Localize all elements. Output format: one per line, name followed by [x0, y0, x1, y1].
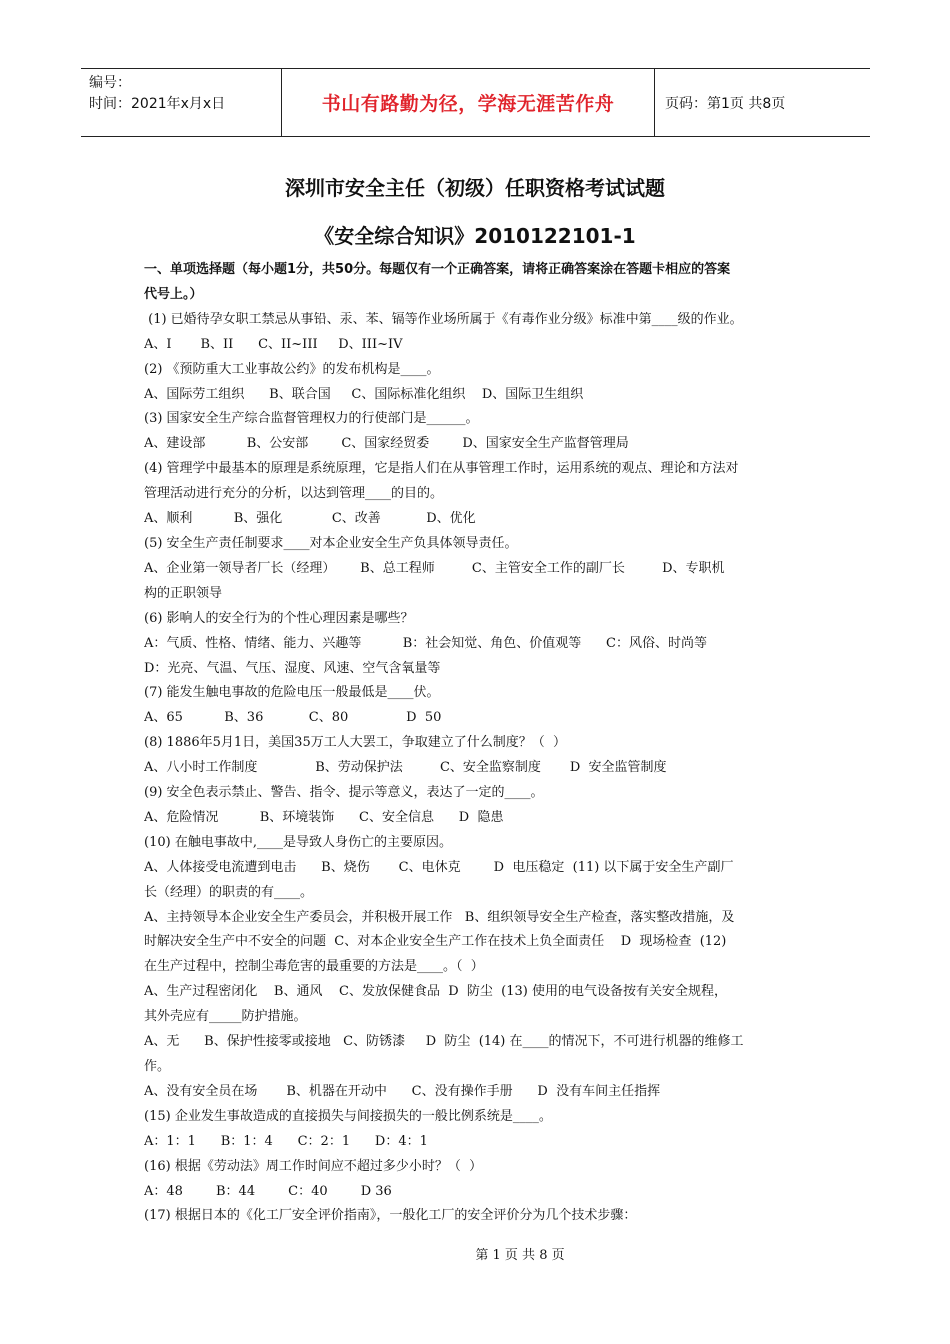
text-line: A、顺利 B、强化 C、改善 D、优化 [144, 511, 476, 527]
text-line: A、65 B、36 C、80 D 50 [144, 710, 442, 726]
text-line: A、八小时工作制度 B、劳动保护法 C、安全监察制度 D 安全监管制度 [144, 760, 667, 776]
text-line: A：48 B：44 C：40 D 36 [144, 1183, 392, 1199]
section-heading-line: 一、单项选择题（每小题1分，共50分。每题仅有一个正确答案，请将正确答案涂在答题卡相应的答案 [144, 262, 731, 277]
text-line: A、无 B、保护性接零或接地 C、防锈漆 D 防尘 (14) 在____的情况下，不可进行机器的维修工 [144, 1034, 744, 1050]
text-line: (17) 根据日本的《化工厂安全评价指南》，一般化工厂的安全评价分为几个技术步骤： [144, 1208, 637, 1224]
text-line: (9) 安全色表示禁止、警告、指令、提示等意义，表达了一定的____。 [144, 785, 544, 801]
number-label: 编号： [89, 75, 131, 91]
text-line: (8) 1886年5月1日，美国35万工人大罢工，争取建立了什么制度？（ ） [144, 735, 566, 751]
text-line: (6) 影响人的安全行为的个性心理因素是哪些？ [144, 610, 414, 626]
text-line: A、I B、II C、II~III D、III~IV [144, 336, 403, 352]
text-line: A、国际劳工组织 B、联合国 C、国际标准化组织 D、国际卫生组织 [144, 386, 584, 402]
text-line: (2) 《预防重大工业事故公约》的发布机构是____。 [144, 361, 440, 377]
section-heading-line: 代号上。） [144, 286, 203, 302]
text-line: 时解决安全生产中不安全的问题 C、对本企业安全生产工作在技术上负全面责任 D 现场检查 (12) [144, 934, 727, 950]
text-line: (15) 企业发生事故造成的直接损失与间接损失的一般比例系统是____。 [144, 1108, 552, 1124]
page-footer: 第 1 页 共 8 页 [475, 1248, 565, 1263]
document-title: 深圳市安全主任（初级）任职资格考试试题 [285, 176, 665, 200]
text-line: (7) 能发生触电事故的危险电压一般最低是____伏。 [144, 685, 440, 701]
text-line: A、生产过程密闭化 B、通风 C、发放保健食品 D 防尘 (13) 使用的电气设备按有关安全规程， [144, 984, 727, 1000]
text-line: A、建设部 B、公安部 C、国家经贸委 D、国家安全生产监督管理局 [144, 436, 629, 452]
page-info: 页码：第1页 共8页 [665, 95, 786, 112]
text-line: A、主持领导本企业安全生产委员会，并积极开展工作 B、组织领导安全生产检查，落实整改措施，及 [144, 909, 735, 925]
text-line: (16) 根据《劳动法》周工作时间应不超过多少小时？（ ） [144, 1158, 483, 1174]
text-line: A、人体接受电流遭到电击 B、烧伤 C、电休克 D 电压稳定 (11) 以下属于安全生产副厂 [144, 859, 734, 875]
text-line: 长（经理）的职责的有____。 [144, 884, 314, 900]
text-line: (4) 管理学中最基本的原理是系统原理，它是指人们在从事管理工作时，运用系统的观点、理论和方法对 [144, 461, 739, 477]
text-line: (5) 安全生产责任制要求____对本企业安全生产负具体领导责任。 [144, 535, 518, 551]
text-line: D：光亮、气温、气压、湿度、风速、空气含氧量等 [144, 660, 441, 676]
header-left [81, 69, 281, 136]
text-line: A、企业第一领导者厂长（经理） B、总工程师 C、主管安全工作的副厂长 D、专职机 [144, 560, 725, 576]
text-line: (3) 国家安全生产综合监督管理权力的行使部门是______。 [144, 411, 479, 427]
text-line: 管理活动进行充分的分析，以达到管理____的目的。 [144, 486, 444, 502]
text-line: 构的正职领导 [144, 585, 223, 601]
text-line: A：1：1 B：1：4 C：2：1 D：4：1 [144, 1133, 428, 1149]
text-line: 其外壳应有_____防护措施。 [144, 1009, 307, 1025]
text-line: 作。 [144, 1059, 171, 1074]
text-line: A、没有安全员在场 B、机器在开动中 C、没有操作手册 D 没有车间主任指挥 [144, 1083, 661, 1099]
text-line: (10) 在触电事故中,____是导致人身伤亡的主要原因。 [144, 834, 452, 850]
text-line: (1) 已婚待孕女职工禁忌从事铅、汞、苯、镉等作业场所属于《有毒作业分级》标准中第____级的作业。 [144, 311, 743, 327]
document-body [144, 258, 812, 1229]
motto: 书山有路勤为径，学海无涯苦作舟 [281, 69, 655, 136]
text-line: A：气质、性格、情绪、能力、兴趣等 B：社会知觉、角色、价值观等 C：风俗、时尚等 [144, 635, 708, 651]
date-label: 时间：2021年x月x日 [89, 96, 226, 112]
page-header [81, 68, 870, 137]
document-subtitle: 《安全综合知识》2010122101-1 [314, 224, 636, 248]
text-line: 在生产过程中，控制尘毒危害的最重要的方法是____。（ ） [144, 959, 484, 975]
text-line: A、危险情况 B、环境装饰 C、安全信息 D 隐患 [144, 809, 504, 825]
